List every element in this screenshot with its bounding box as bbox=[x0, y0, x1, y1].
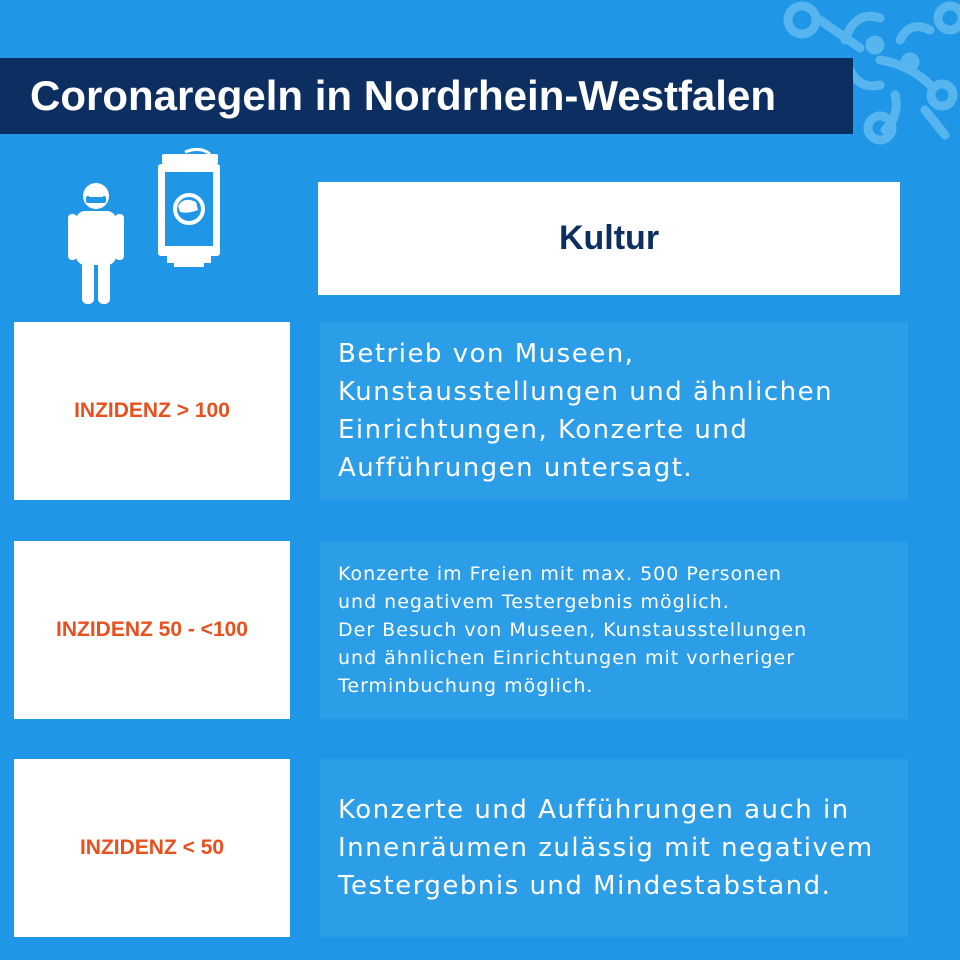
section-title: Kultur bbox=[558, 219, 660, 257]
incidence-level-label: INZIDENZ 50 - <100 bbox=[56, 618, 248, 641]
rule-text: Konzerte und Aufführungen auch in Innenräumen zulässig mit negativem Testergebnis und Mindestabstand. bbox=[338, 795, 874, 901]
incidence-level-label: INZIDENZ > 100 bbox=[74, 399, 230, 422]
rule-box bbox=[320, 541, 908, 719]
incidence-level-box bbox=[14, 759, 290, 937]
rule-text: Konzerte im Freien mit max. 500 Personen und negativem Testergebnis möglich. Der Besuch von Museen, Kunstausstellungen und ähnlichen Einrichtungen mit vorheriger Terminbuchung möglich. bbox=[338, 563, 808, 697]
page-title: Coronaregeln in Nordrhein-Westfalen bbox=[30, 72, 776, 119]
incidence-level-label: INZIDENZ < 50 bbox=[79, 836, 225, 859]
rule-box bbox=[320, 759, 908, 937]
incidence-level-box bbox=[14, 541, 290, 719]
people-illustration bbox=[62, 144, 232, 309]
rule-box bbox=[320, 322, 908, 500]
incidence-level-box bbox=[14, 322, 290, 500]
title-bar bbox=[0, 58, 853, 134]
rule-text: Betrieb von Museen, Kunstausstellungen und ähnlichen Einrichtungen, Konzerte und Aufführungen untersagt. bbox=[338, 339, 834, 483]
advertising-pillar-icon bbox=[158, 149, 220, 267]
person-with-mask-icon bbox=[68, 183, 124, 304]
section-header bbox=[318, 182, 900, 295]
